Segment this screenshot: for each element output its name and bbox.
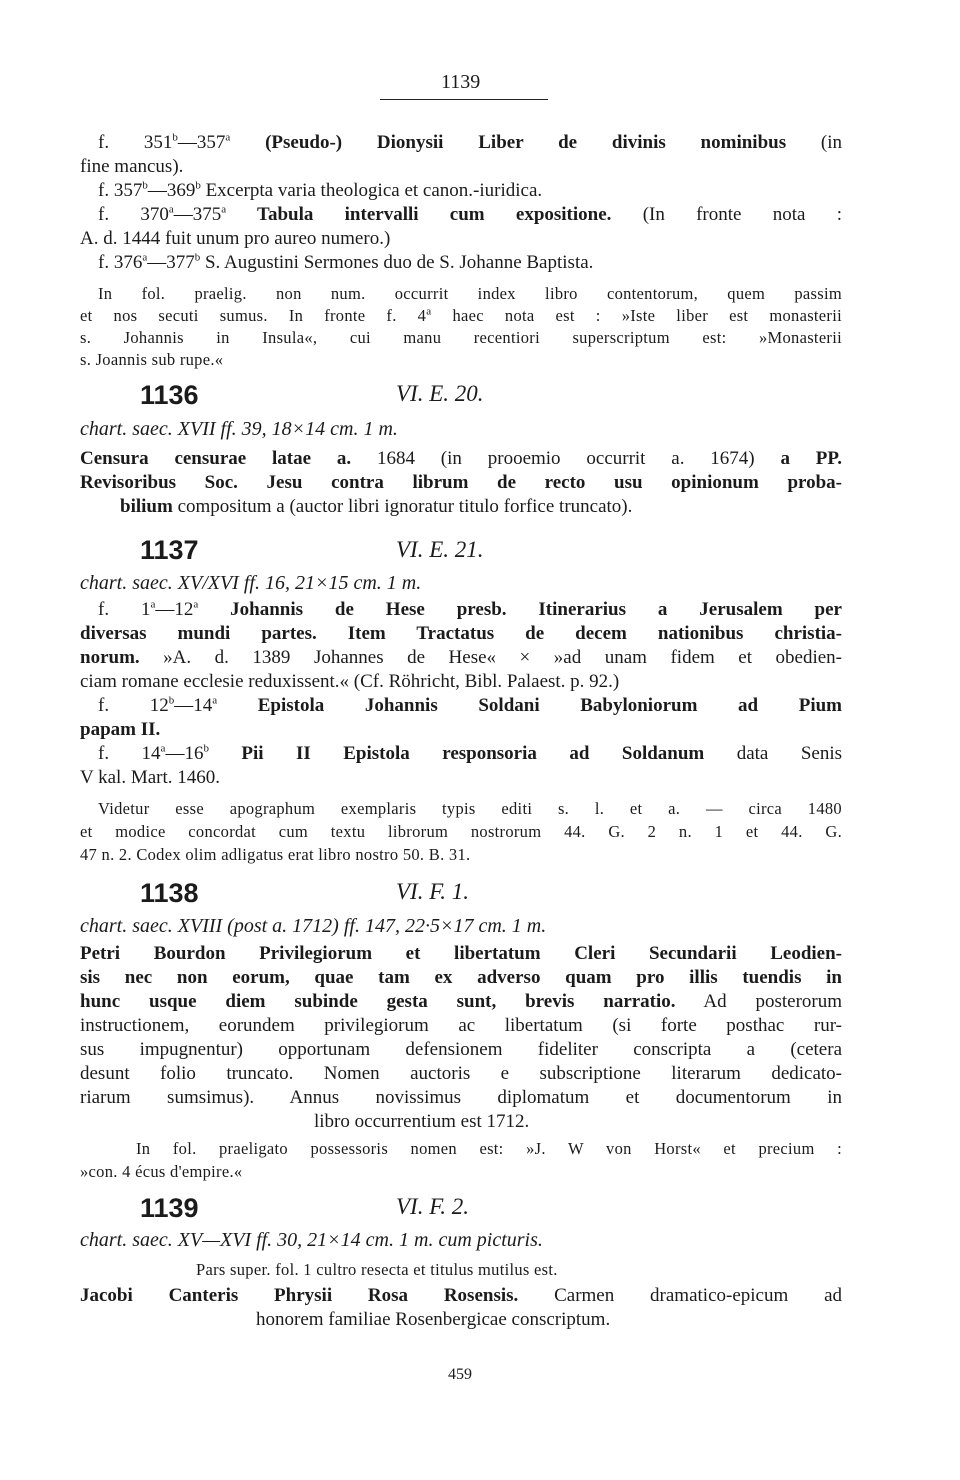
note-line: s. Johannis in Insula«, cui manu recentiori superscriptum est: »Monasterii bbox=[80, 328, 842, 347]
text-line: norum. »A. d. 1389 Johannes de Hese« × »ad unam fidem et obedien- bbox=[80, 647, 842, 668]
text-line: Petri Bourdon Privilegiorum et libertatum Cleri Secundarii Leodien- bbox=[80, 943, 842, 964]
note-line: »con. 4 écus d'empire.« bbox=[80, 1162, 243, 1181]
note-line: 47 n. 2. Codex olim adligatus erat libro nostro 50. B. 31. bbox=[80, 845, 471, 864]
text-line: desunt folio truncato. Nomen auctoris e subscriptione literarum dedicato- bbox=[80, 1063, 842, 1084]
text-line: f. 351$^b$—357$^a$ (Pseudo-) Dionysii Liber de divinis nominibus (in bbox=[98, 131, 842, 153]
text-line: V kal. Mart. 1460. bbox=[80, 767, 221, 788]
text-line: diversas mundi partes. Item Tractatus de decem nationibus christia- bbox=[80, 623, 842, 644]
shelfmark: VI. E. 20. bbox=[396, 381, 484, 406]
text-line: f. 357$^b$—369$^b$ Excerpta varia theologica et canon.-iuridica. bbox=[98, 179, 543, 201]
note-line: et nos secuti sumus. In fronte f. 4$^a$ haec nota est : »Iste liber est monasterii bbox=[80, 305, 842, 325]
entry-number: 1139 bbox=[140, 1193, 199, 1223]
text-line: f. 1$^a$—12$^a$ Johannis de Hese presb. Itinerarius a Jerusalem per bbox=[98, 598, 842, 620]
text-line: sis nec non eorum, quae tam ex adverso quam pro illis tuendis in bbox=[80, 967, 842, 988]
text-line: fine mancus). bbox=[80, 156, 184, 177]
physical-description: chart. saec. XVIII (post a. 1712) ff. 147, 22·5×17 cm. 1 m. bbox=[80, 915, 547, 937]
shelfmark: VI. E. 21. bbox=[396, 537, 484, 562]
physical-description: chart. saec. XV/XVI ff. 16, 21×15 cm. 1 m. bbox=[80, 572, 422, 594]
running-page-number: 1139 bbox=[441, 71, 481, 93]
text-line: hunc usque diem subinde gesta sunt, brevis narratio. Ad posterorum bbox=[80, 991, 842, 1012]
entry-number: 1138 bbox=[140, 878, 199, 908]
footer-page-number: 459 bbox=[448, 1366, 472, 1383]
text-line: honorem familiae Rosenbergicae conscriptum. bbox=[256, 1309, 611, 1330]
note-line: In fol. praelig. non num. occurrit index libro contentorum, quem passim bbox=[98, 284, 842, 303]
text-line: f. 376$^a$—377$^b$ S. Augustini Sermones duo de S. Johanne Baptista. bbox=[98, 251, 594, 273]
physical-description: chart. saec. XVII ff. 39, 18×14 cm. 1 m. bbox=[80, 418, 398, 440]
text-line: bilium compositum a (auctor libri ignoratur titulo forfice truncato). bbox=[120, 496, 633, 517]
entry-number: 1137 bbox=[140, 535, 199, 565]
text-line: sus impugnentur) opportunam defensionem fideliter conscripta a (cetera bbox=[80, 1039, 842, 1060]
text-line: f. 14$^a$—16$^b$ Pii II Epistola responsoria ad Soldanum data Senis bbox=[98, 742, 843, 764]
header-rule bbox=[380, 99, 548, 100]
text-line: Revisoribus Soc. Jesu contra librum de recto usu opinionum proba- bbox=[80, 472, 842, 493]
text-line: f. 370$^a$—375$^a$ Tabula intervalli cum expositione. (In fronte nota : bbox=[98, 203, 842, 225]
text-line: riarum sumsimus). Annus novissimus diplomatum et documentorum in bbox=[80, 1087, 842, 1108]
text-line: Censura censurae latae a. 1684 (in prooemio occurrit a. 1674) a PP. bbox=[80, 448, 843, 469]
note-line: s. Joannis sub rupe.« bbox=[80, 350, 224, 369]
text-line: A. d. 1444 fuit unum pro aureo numero.) bbox=[80, 228, 391, 249]
physical-description: chart. saec. XV—XVI ff. 30, 21×14 cm. 1 m. cum picturis. bbox=[80, 1229, 543, 1251]
note-line: Videtur esse apographum exemplaris typis editi s. l. et a. — circa 1480 bbox=[98, 799, 842, 818]
text-line: papam II. bbox=[80, 719, 161, 740]
note-line: Pars super. fol. 1 cultro resecta et titulus mutilus est. bbox=[196, 1260, 558, 1279]
shelfmark: VI. F. 2. bbox=[396, 1194, 470, 1219]
text-line: f. 12$^b$—14$^a$ Epistola Johannis Soldani Babyloniorum ad Pium bbox=[98, 694, 843, 716]
entry-number: 1136 bbox=[140, 380, 199, 410]
note-line: et modice concordat cum textu librorum nostrorum 44. G. 2 n. 1 et 44. G. bbox=[80, 822, 842, 841]
text-line: Jacobi Canteris Phrysii Rosa Rosensis. Carmen dramatico-epicum ad bbox=[80, 1285, 842, 1306]
text-line: libro occurrentium est 1712. bbox=[314, 1111, 530, 1132]
text-line: instructionem, eorundem privilegiorum ac libertatum (si forte posthac rur- bbox=[80, 1015, 842, 1036]
shelfmark: VI. F. 1. bbox=[396, 879, 470, 904]
note-line: In fol. praeligato possessoris nomen est: »J. W von Horst« et precium : bbox=[136, 1139, 842, 1158]
text-line: ciam romane ecclesie reduxissent.« (Cf. Röhricht, Bibl. Palaest. p. 92.) bbox=[80, 671, 620, 692]
